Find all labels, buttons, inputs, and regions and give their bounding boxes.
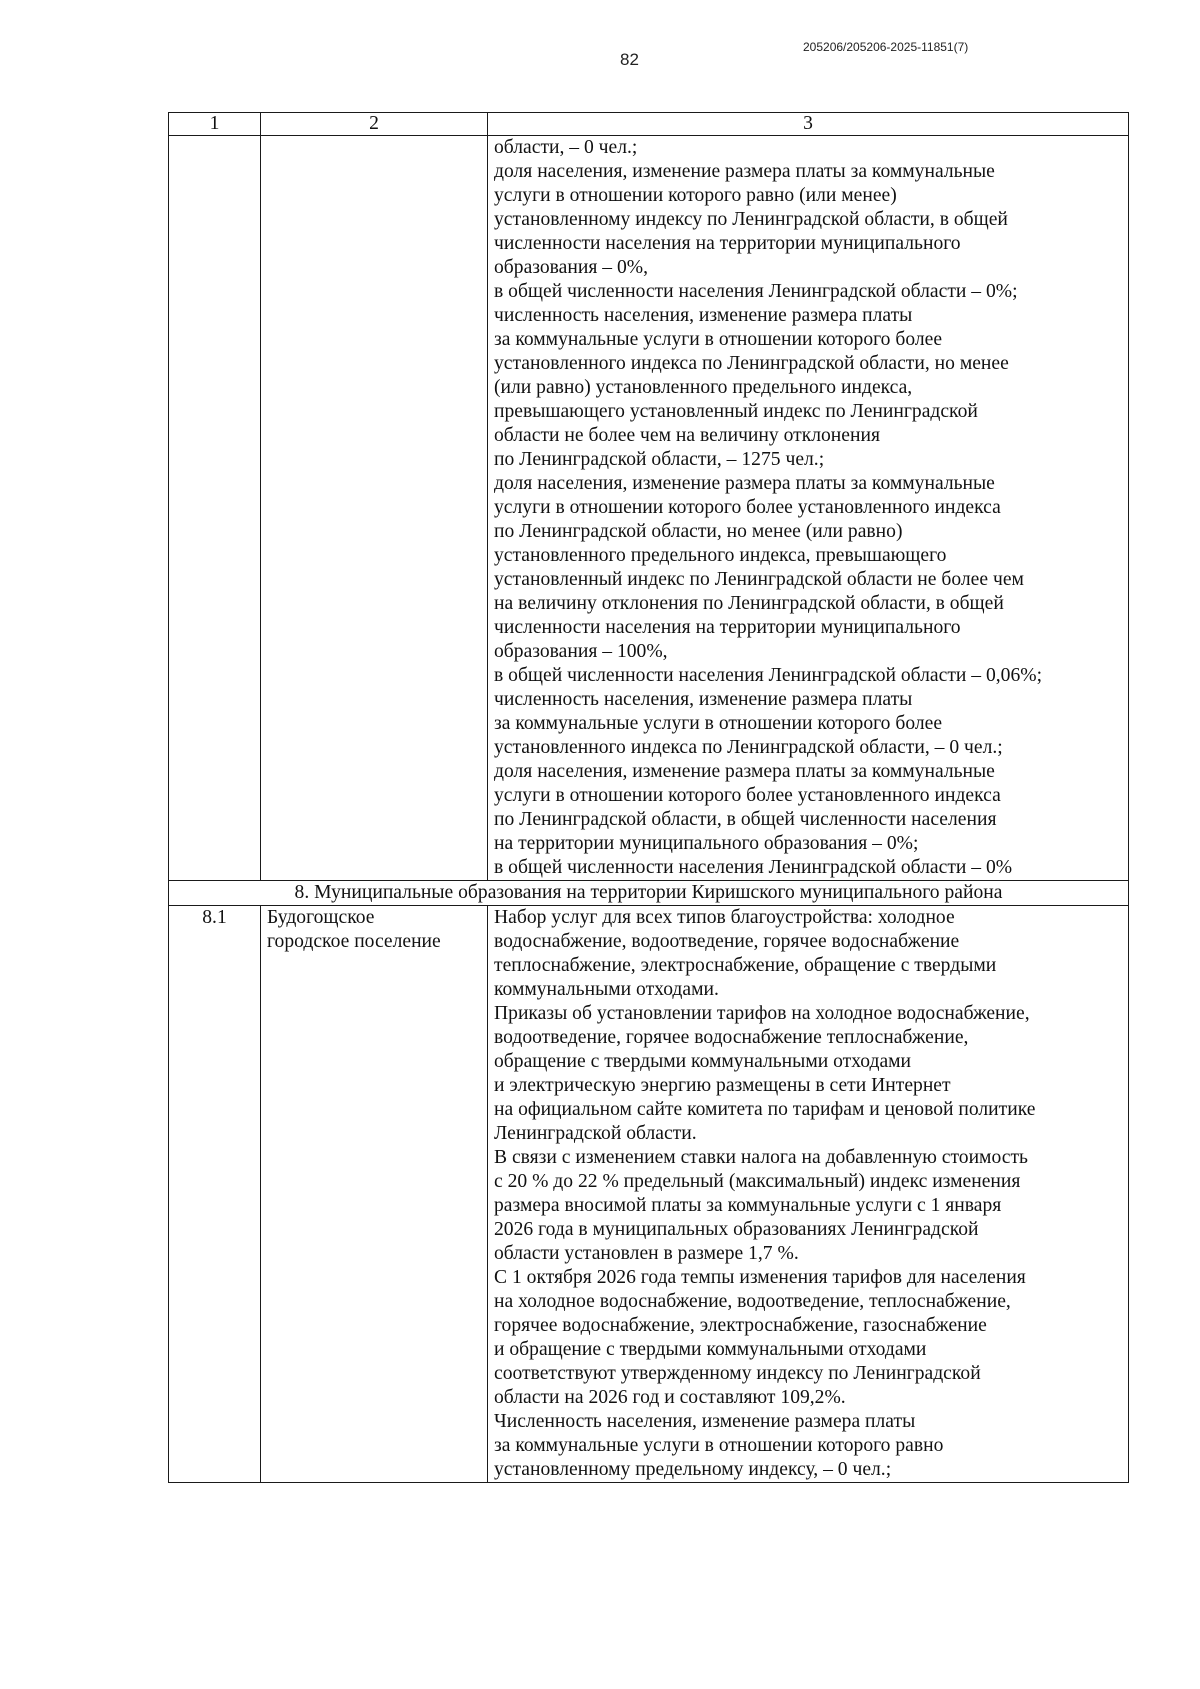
text-line: установленного индекса по Ленинградской области, – 0 чел.; — [494, 737, 1003, 758]
text-line: доля населения, изменение размера платы за коммунальные — [494, 161, 995, 182]
document-id: 205206/205206-2025-11851(7) — [803, 40, 969, 54]
text-line: численность населения, изменение размера платы — [494, 689, 913, 710]
text-line: коммунальными отходами. — [494, 979, 719, 1000]
text-line: превышающего установленный индекс по Ленинградской — [494, 401, 978, 422]
continuation-number-cell — [169, 136, 261, 881]
text-line: установленного предельного индекса, превышающего — [494, 545, 947, 566]
column-header-3: 3 — [488, 113, 1129, 136]
municipality-name-line: городское поселение — [267, 931, 441, 952]
text-line: на величину отклонения по Ленинградской области, в общей — [494, 593, 1004, 614]
text-line: установленному индексу по Ленинградской области, в общей — [494, 209, 1008, 230]
section-row — [169, 881, 1129, 906]
text-line: теплоснабжение, электроснабжение, обращение с твердыми — [494, 955, 997, 976]
column-header-2: 2 — [261, 113, 488, 136]
text-line: в общей численности населения Ленинградской области – 0,06%; — [494, 665, 1043, 686]
text-line: В связи с изменением ставки налога на добавленную стоимость — [494, 1147, 1028, 1168]
text-line: области на 2026 год и составляют 109,2%. — [494, 1387, 846, 1408]
text-line: (или равно) установленного предельного индекса, — [494, 377, 913, 398]
text-line: численность населения, изменение размера платы — [494, 305, 913, 326]
table-row-8-1 — [169, 906, 1129, 1483]
text-line: образования – 0%, — [494, 257, 648, 278]
text-line: за коммунальные услуги в отношении которого равно — [494, 1435, 944, 1456]
text-line: Ленинградской области. — [494, 1123, 697, 1144]
text-line: области не более чем на величину отклонения — [494, 425, 880, 446]
text-line: образования – 100%, — [494, 641, 668, 662]
text-line: соответствуют утвержденному индексу по Ленинградской — [494, 1363, 981, 1384]
text-line: установленного индекса по Ленинградской области, но менее — [494, 353, 1009, 374]
text-line: и электрическую энергию размещены в сети Интернет — [494, 1075, 951, 1096]
text-line: по Ленинградской области, – 1275 чел.; — [494, 449, 825, 470]
text-line: на холодное водоснабжение, водоотведение, теплоснабжение, — [494, 1291, 1011, 1312]
table-header-row — [169, 113, 1129, 136]
text-line: размера вносимой платы за коммунальные услуги с 1 января — [494, 1195, 1002, 1216]
municipality-name-line: Будогощское — [267, 907, 375, 928]
text-line: услуги в отношении которого более установленного индекса — [494, 785, 1001, 806]
text-line: в общей численности населения Ленинградской области – 0%; — [494, 281, 1018, 302]
text-line: области, – 0 чел.; — [494, 137, 638, 158]
text-line: обращение с твердыми коммунальными отходами — [494, 1051, 912, 1072]
text-line: и обращение с твердыми коммунальными отходами — [494, 1339, 927, 1360]
text-line: услуги в отношении которого более установленного индекса — [494, 497, 1001, 518]
text-line: численности населения на территории муниципального — [494, 617, 961, 638]
text-line: Приказы об установлении тарифов на холодное водоснабжение, — [494, 1003, 1030, 1024]
text-line: горячее водоснабжение, электроснабжение, газоснабжение — [494, 1315, 987, 1336]
text-line: численности населения на территории муниципального — [494, 233, 961, 254]
tariff-table — [168, 112, 1129, 1483]
text-line: по Ленинградской области, но менее (или равно) — [494, 521, 903, 542]
continuation-name-cell — [261, 136, 488, 881]
text-line: области установлен в размере 1,7 %. — [494, 1243, 799, 1264]
continuation-text-cell — [488, 136, 1129, 881]
text-line: по Ленинградской области, в общей численности населения — [494, 809, 997, 830]
text-line: за коммунальные услуги в отношении которого более — [494, 329, 943, 350]
text-line: 2026 года в муниципальных образованиях Ленинградской — [494, 1219, 979, 1240]
text-line: установленному предельному индексу, – 0 чел.; — [494, 1459, 892, 1480]
text-line: Набор услуг для всех типов благоустройства: холодное — [494, 907, 955, 928]
text-line: услуги в отношении которого равно (или менее) — [494, 185, 897, 206]
section-title: 8. Муниципальные образования на территории Киришского муниципального района — [169, 881, 1129, 906]
text-line: на официальном сайте комитета по тарифам и ценовой политике — [494, 1099, 1036, 1120]
page-number: 82 — [620, 50, 639, 69]
text-line: доля населения, изменение размера платы за коммунальные — [494, 761, 995, 782]
column-header-1: 1 — [169, 113, 261, 136]
row-text-cell — [488, 906, 1129, 1483]
municipality-name-cell — [261, 906, 488, 1483]
text-line: водоотведение, горячее водоснабжение теплоснабжение, — [494, 1027, 969, 1048]
text-line: на территории муниципального образования – 0%; — [494, 833, 919, 854]
text-line: за коммунальные услуги в отношении которого более — [494, 713, 943, 734]
text-line: установленный индекс по Ленинградской области не более чем — [494, 569, 1024, 590]
text-line: доля населения, изменение размера платы за коммунальные — [494, 473, 995, 494]
text-line: с 20 % до 22 % предельный (максимальный) индекс изменения — [494, 1171, 1021, 1192]
text-line: Численность населения, изменение размера платы — [494, 1411, 916, 1432]
text-line: в общей численности населения Ленинградской области – 0% — [494, 857, 1013, 878]
text-line: водоснабжение, водоотведение, горячее водоснабжение — [494, 931, 960, 952]
continuation-row — [169, 136, 1129, 881]
row-number: 8.1 — [169, 906, 261, 1483]
text-line: С 1 октября 2026 года темпы изменения тарифов для населения — [494, 1267, 1026, 1288]
